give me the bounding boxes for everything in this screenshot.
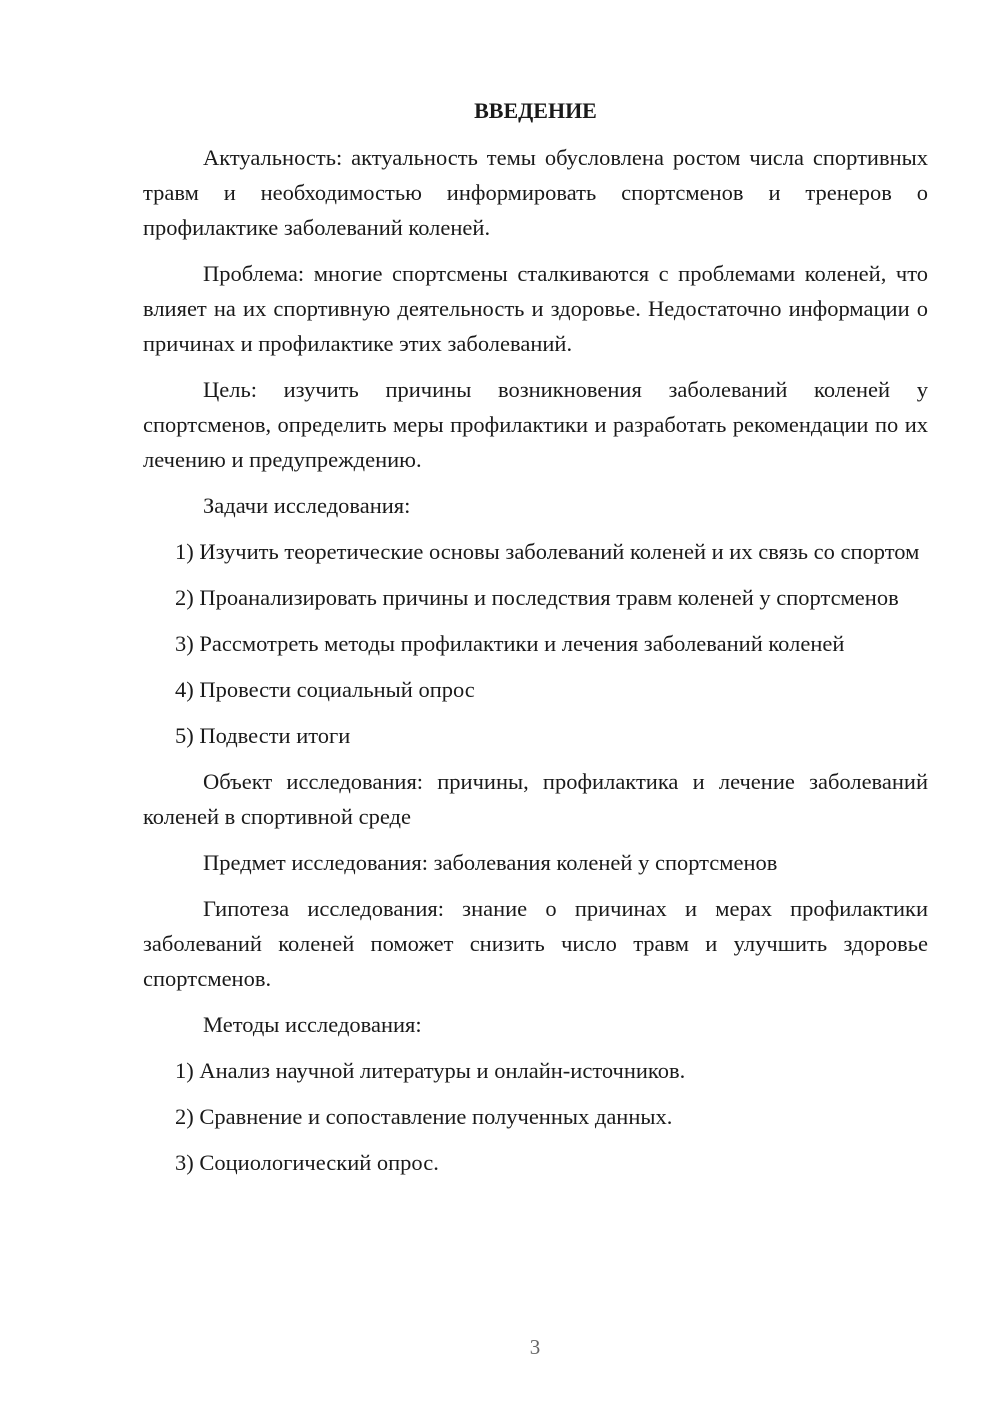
object-paragraph: Объект исследования: причины, профилактика и лечение заболеваний коленей в спортивной среде	[143, 769, 928, 829]
relevance-paragraph: Актуальность: актуальность темы обусловлена ростом числа спортивных травм и необходимостью информировать спортсменов и тренеров о профилактике заболеваний коленей.	[143, 145, 928, 240]
section-title: ВВЕДЕНИЕ	[474, 98, 597, 123]
tasks-heading: Задачи исследования:	[203, 493, 411, 518]
method-item-1: 1) Анализ научной литературы и онлайн-источников.	[175, 1058, 686, 1083]
method-item-3: 3) Социологический опрос.	[175, 1150, 439, 1175]
page-number: 3	[529, 1335, 541, 1359]
methods-heading: Методы исследования:	[203, 1012, 422, 1037]
task-item-1: 1) Изучить теоретические основы заболеваний коленей и их связь со спортом	[175, 539, 920, 564]
task-item-5: 5) Подвести итоги	[175, 723, 351, 748]
subject-paragraph: Предмет исследования: заболевания коленей у спортсменов	[203, 850, 778, 875]
task-item-2: 2) Проанализировать причины и последствия травм коленей у спортсменов	[175, 585, 899, 610]
hypothesis-paragraph: Гипотеза исследования: знание о причинах и мерах профилактики заболеваний коленей поможет снизить число травм и улучшить здоровье спортсменов.	[143, 896, 928, 991]
problem-paragraph: Проблема: многие спортсмены сталкиваются с проблемами коленей, что влияет на их спортивную деятельность и здоровье. Недостаточно информации о причинах и профилактике этих заболеваний.	[143, 261, 928, 356]
goal-paragraph: Цель: изучить причины возникновения заболеваний коленей у спортсменов, определить меры профилактики и разработать рекомендации по их лечению и предупреждению.	[143, 377, 928, 472]
method-item-2: 2) Сравнение и сопоставление полученных данных.	[175, 1104, 673, 1129]
page-content	[143, 93, 928, 1191]
task-item-3: 3) Рассмотреть методы профилактики и лечения заболеваний коленей	[175, 631, 845, 656]
task-item-4: 4) Провести социальный опрос	[175, 677, 475, 702]
